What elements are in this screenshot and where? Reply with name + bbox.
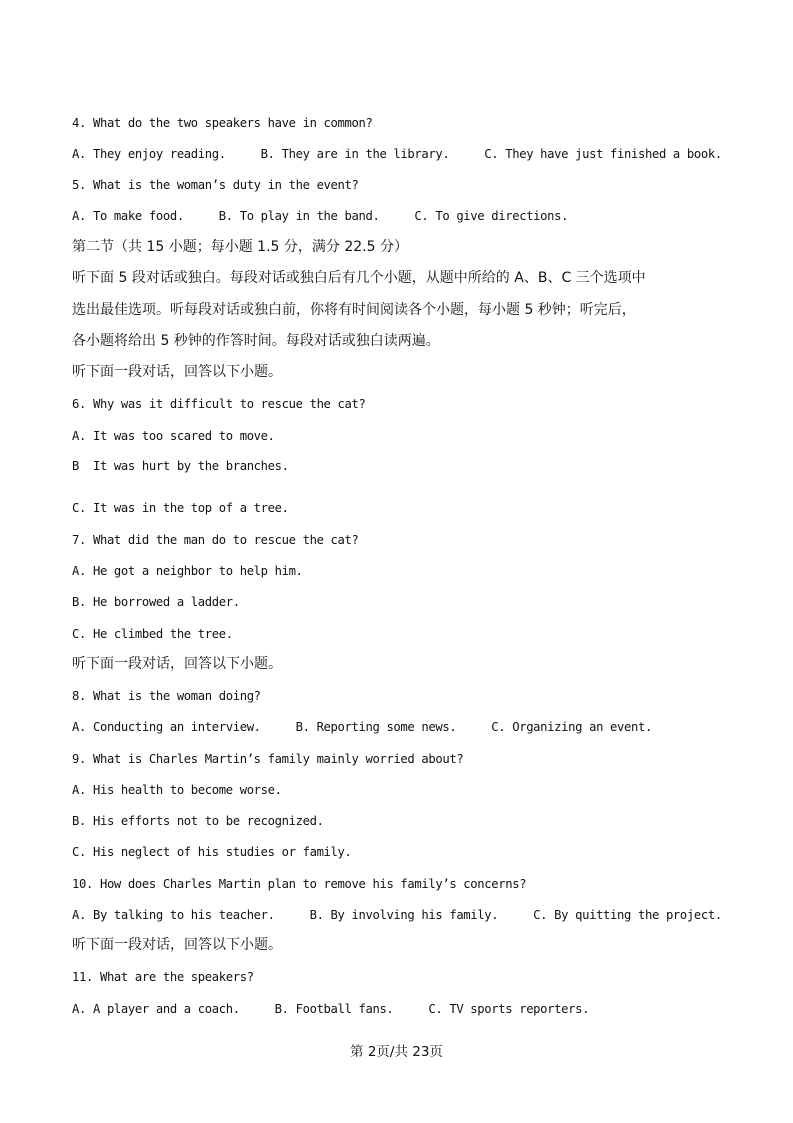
question-6-option-c: C. It was in the top of a tree.: [72, 501, 289, 515]
question-7-option-c: C. He climbed the tree.: [72, 627, 233, 641]
question-9-option-c: C. His neglect of his studies or family.: [72, 845, 352, 859]
question-10: 10. How does Charles Martin plan to remove his family’s concerns?: [72, 877, 527, 891]
question-6-option-b: B It was hurt by the branches.: [72, 459, 289, 473]
question-6-option-a: A. It was too scared to move.: [72, 429, 275, 443]
page-number: 第 2页/共 23页: [350, 1044, 443, 1060]
section-2-instructions-line-1: 听下面 5 段对话或独白。每段对话或独白后有几个小题，从题中所给的 A、B、C 三个选项中: [72, 270, 646, 286]
question-9-option-a: A. His health to become worse.: [72, 783, 282, 797]
question-5-options: A. To make food. B. To play in the band. C. To give directions.: [72, 209, 569, 223]
dialogue-intro: 听下面一段对话，回答以下小题。: [72, 656, 282, 672]
question-7-option-b: B. He borrowed a ladder.: [72, 595, 240, 609]
section-2-instructions-line-2: 选出最佳选项。听每段对话或独白前，你将有时间阅读各个小题，每小题 5 秒钟；听完后，: [72, 302, 636, 318]
section-2-instructions-line-3: 各小题将给出 5 秒钟的作答时间。每段对话或独白读两遍。: [72, 333, 440, 349]
question-11-options: A. A player and a coach. B. Football fans. C. TV sports reporters.: [72, 1002, 590, 1016]
question-10-options: A. By talking to his teacher. B. By involving his family. C. By quitting the project.: [72, 908, 722, 922]
question-7: 7. What did the man do to rescue the cat?: [72, 533, 359, 547]
question-8-options: A. Conducting an interview. B. Reporting some news. C. Organizing an event.: [72, 720, 652, 734]
question-9: 9. What is Charles Martin’s family mainly worried about?: [72, 752, 464, 766]
section-2-heading: 第二节（共 15 小题；每小题 1.5 分，满分 22.5 分）: [72, 239, 408, 255]
question-5: 5. What is the woman’s duty in the event?: [72, 178, 359, 192]
question-9-option-b: B. His efforts not to be recognized.: [72, 814, 324, 828]
dialogue-intro: 听下面一段对话，回答以下小题。: [72, 937, 282, 953]
question-7-option-a: A. He got a neighbor to help him.: [72, 564, 303, 578]
question-4: 4. What do the two speakers have in common?: [72, 116, 373, 130]
question-11: 11. What are the speakers?: [72, 970, 254, 984]
question-6: 6. Why was it difficult to rescue the cat?: [72, 397, 366, 411]
dialogue-intro: 听下面一段对话，回答以下小题。: [72, 364, 282, 380]
question-4-options: A. They enjoy reading. B. They are in the library. C. They have just finished a book.: [72, 147, 722, 161]
question-8: 8. What is the woman doing?: [72, 689, 261, 703]
